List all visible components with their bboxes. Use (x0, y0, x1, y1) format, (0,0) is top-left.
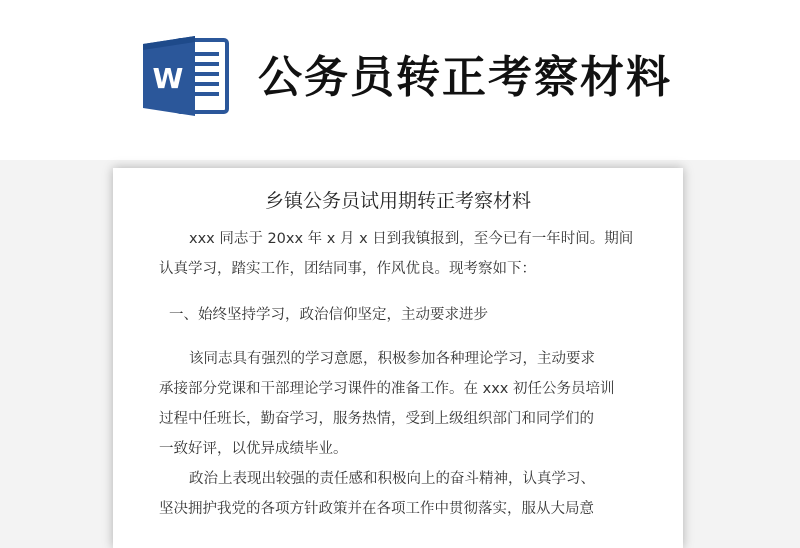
banner (0, 0, 800, 160)
document-page (113, 168, 683, 548)
logo-letter: W (152, 62, 184, 95)
text-line: 该同志具有强烈的学习意愿，积极参加各种理论学习，主动要求 (189, 351, 595, 367)
text-line: 承接部分党课和干部理论学习课件的准备工作。在 xxx 初任公务员培训 (159, 381, 615, 397)
text-line: 过程中任班长，勤奋学习，服务热情，受到上级组织部门和同学们的 (159, 411, 594, 427)
text-line: 认真学习，踏实工作，团结同事，作风优良。现考察如下： (159, 261, 536, 277)
intro-paragraph (159, 224, 649, 284)
text-line: 坚决拥护我党的各项方针政策并在各项工作中贯彻落实，服从大局意 (159, 501, 594, 517)
paragraph-1 (159, 344, 649, 464)
paragraph-2 (159, 464, 649, 524)
text-line: xxx 同志于 20xx 年 x 月 x 日到我镇报到，至今已有一年时间。期间 (189, 231, 634, 247)
section-heading-text: 一、始终坚持学习，政治信仰坚定，主动要求进步 (169, 307, 488, 323)
section-heading (159, 300, 649, 330)
document-title: 乡镇公务员试用期转正考察材料 (264, 190, 531, 212)
banner-title: 公务员转正考察材料 (258, 52, 672, 103)
text-line: 一致好评，以优异成绩毕业。 (159, 441, 348, 457)
text-line: 政治上表现出较强的责任感和积极向上的奋斗精神，认真学习、 (189, 471, 595, 487)
word-icon (143, 34, 231, 118)
